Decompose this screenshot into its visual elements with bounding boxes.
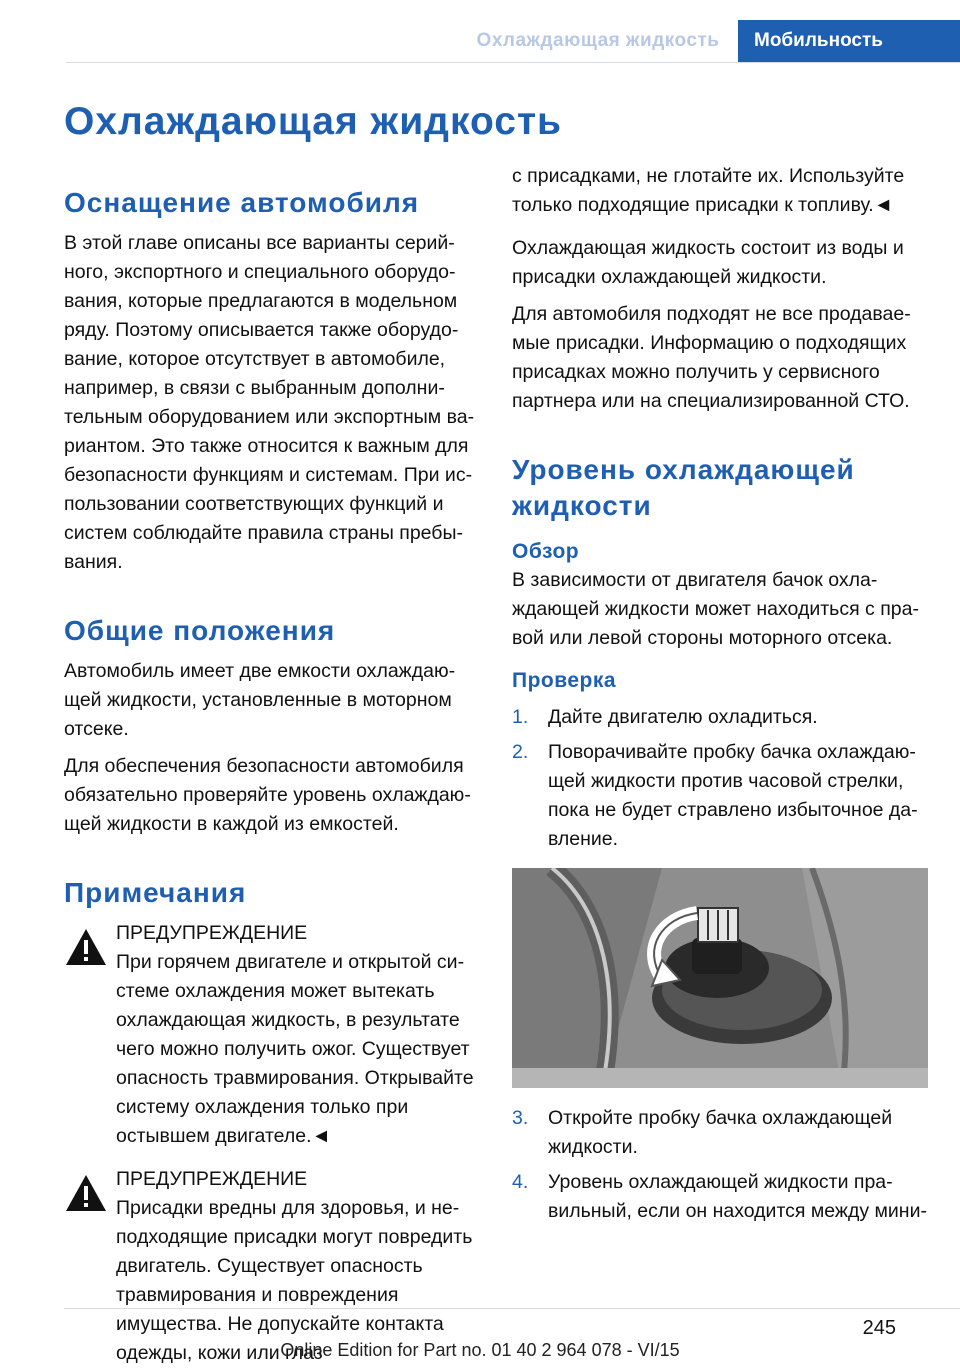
header-section-tab: Охлаждающая жидкость (476, 30, 720, 51)
check-steps-list (512, 703, 928, 854)
check-steps-list-continued (512, 1104, 928, 1226)
step-text: Дайте двигателю охладиться. (548, 706, 818, 728)
header-rule (66, 62, 960, 63)
page-number: 245 (862, 1317, 896, 1339)
edition-footer: Online Edition for Part no. 01 40 2 964 078 - VI/15 (280, 1340, 680, 1360)
general-heading: Общие положения (64, 615, 336, 646)
coolant-level-heading: Уровень охлаждающей жидкости (512, 454, 855, 521)
step-number: 4. (512, 1171, 529, 1193)
warning-triangle-icon (64, 927, 108, 967)
left-column (64, 185, 476, 1368)
overview-heading: Обзор (512, 540, 580, 563)
equipment-text: В этой главе описаны все варианты серийного, экспортного и специального оборудования, которые предлагаются в модельном ряду. Поэтому описывается также оборудование, которое отсутствует в автомобиле, например, в связи с выбранным дополнительным оборудованием или экспортным вариантом. Это также относится к важным для безопасности функциям и системам. При использовании соответствующих функций и систем соблюдайте правила страны пребывания. (64, 232, 475, 573)
coolant-cap-illustration (512, 868, 928, 1088)
additives-info-text: Для автомобиля подходят не все продаваемые присадки. Информацию о подходящих присадках можно получить у сервисного партнера или на специализированной СТО. (512, 303, 911, 412)
warning-2-continued: с присадками, не глотайте их. Используйте только подходящие присадки к топливу.◄ (512, 165, 905, 216)
warning-2-title: ПРЕДУПРЕЖДЕНИЕ (116, 1168, 308, 1190)
footer-rule (64, 1308, 960, 1309)
warning-1-title: ПРЕДУПРЕЖДЕНИЕ (116, 922, 308, 944)
step-text: Уровень охлаждающей жидкости правильный, если он находится между мини- (548, 1171, 927, 1222)
general-paragraph-1: Автомобиль имеет две емкости охлаждающей жидкости, установленные в моторном отсеке. (64, 660, 456, 740)
warning-2-text: Присадки вредны для здоровья, и неподходящие присадки могут повредить двигатель. Существует опасность травмирования и повреждения имущества. Не допускайте контакта одежды, кожи или глаз (116, 1197, 473, 1364)
step-text: Откройте пробку бачка охлаждающей жидкости. (548, 1107, 893, 1158)
step-number: 3. (512, 1107, 529, 1129)
warning-1-text: При горячем двигателе и открытой системе охлаждения может вытекать охлаждающая жидкость, в результате чего можно получить ожог. Существует опасность травмирования. Открывайте систему охлаждения только при остывшем двигателе.◄ (116, 951, 474, 1147)
equipment-heading: Оснащение автомобиля (64, 187, 420, 218)
warning-block-2 (64, 1165, 476, 1368)
running-header (0, 20, 960, 62)
warning-triangle-icon (64, 1173, 108, 1213)
step-text: Поворачивайте пробку бачка охлаждающей жидкости против часовой стрелки, пока не будет стравлено избыточное давление. (548, 741, 918, 850)
list-item (512, 1168, 928, 1226)
page-title: Охлаждающая жидкость (64, 100, 563, 143)
right-column (512, 162, 928, 1226)
check-heading: Проверка (512, 669, 617, 692)
list-item (512, 1104, 928, 1162)
overview-text: В зависимости от двигателя бачок охлаждающей жидкости может находиться с правой или левой стороны моторного отсека. (512, 569, 919, 649)
step-number: 1. (512, 706, 529, 728)
list-item (512, 703, 928, 732)
coolant-composition-text: Охлаждающая жидкость состоит из воды и присадки охлаждающей жидкости. (512, 237, 904, 288)
notes-heading: Примечания (64, 877, 247, 908)
header-chapter-tab: Мобильность (738, 20, 960, 62)
step-number: 2. (512, 741, 529, 763)
warning-block-1 (64, 919, 476, 1151)
list-item (512, 738, 928, 854)
general-paragraph-2: Для обеспечения безопасности автомобиля обязательно проверяйте уровень охлаждающей жидкости в каждой из емкостей. (64, 755, 471, 835)
